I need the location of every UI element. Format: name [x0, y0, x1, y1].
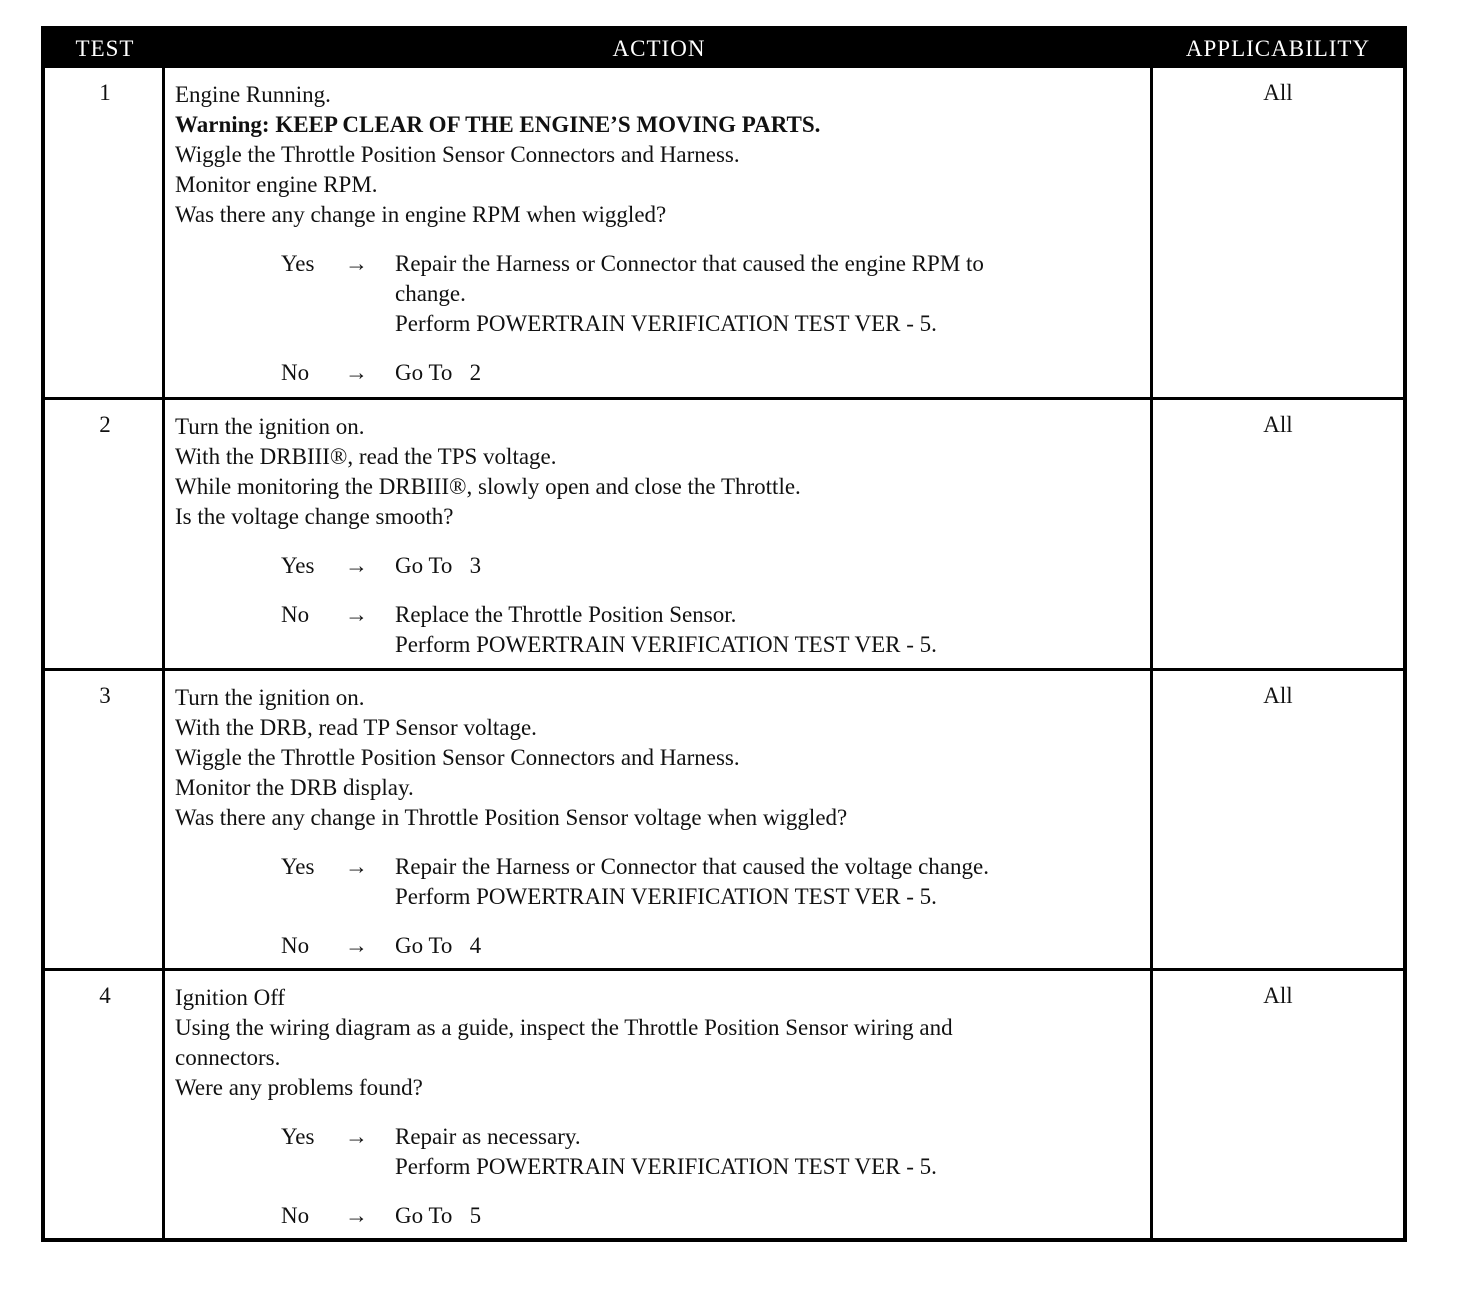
yes-branch: [175, 852, 1150, 912]
applicability-value: All: [1263, 80, 1293, 105]
arrow-icon: →: [345, 360, 368, 385]
no-branch: [175, 600, 1150, 660]
action-line: With the DRB, read TP Sensor voltage.: [175, 715, 537, 740]
no-branch: [175, 931, 1150, 961]
yes-branch: [175, 551, 1150, 581]
action-line: Wiggle the Throttle Position Sensor Connectors and Harness.: [175, 745, 740, 770]
action-cell: [175, 683, 1150, 961]
header-action: ACTION: [612, 36, 706, 61]
action-line: Was there any change in engine RPM when wiggled?: [175, 202, 667, 227]
arrow-icon: →: [345, 933, 368, 958]
action-line: Monitor the DRB display.: [175, 775, 414, 800]
yes-line: Perform POWERTRAIN VERIFICATION TEST VER - 5.: [395, 311, 937, 336]
action-line: Is the voltage change smooth?: [175, 504, 454, 529]
yes-branch: [175, 1122, 1150, 1182]
action-line: While monitoring the DRBIII®, slowly open and close the Throttle.: [175, 474, 801, 499]
action-line: Ignition Off: [175, 985, 286, 1010]
action-line: Using the wiring diagram as a guide, inspect the Throttle Position Sensor wiring and: [175, 1015, 953, 1040]
yes-label: Yes: [281, 553, 315, 578]
table-row: [45, 968, 1403, 1238]
applicability-value: All: [1263, 983, 1293, 1008]
arrow-icon: →: [345, 251, 368, 276]
arrow-icon: →: [345, 1124, 368, 1149]
no-line: Go To 2: [395, 360, 482, 385]
test-number: 1: [99, 80, 111, 105]
action-line: Wiggle the Throttle Position Sensor Connectors and Harness.: [175, 142, 740, 167]
action-line: With the DRBIII®, read the TPS voltage.: [175, 444, 557, 469]
action-cell: [175, 80, 1150, 388]
no-label: No: [281, 1203, 310, 1228]
yes-line: Repair as necessary.: [395, 1124, 581, 1149]
yes-line: Perform POWERTRAIN VERIFICATION TEST VER - 5.: [395, 1154, 937, 1179]
arrow-icon: →: [345, 1203, 368, 1228]
table-row: [45, 668, 1403, 969]
header-test: TEST: [75, 36, 135, 61]
action-line: Turn the ignition on.: [175, 685, 365, 710]
action-line: Turn the ignition on.: [175, 414, 365, 439]
arrow-icon: →: [345, 553, 368, 578]
action-cell: [175, 412, 1150, 660]
no-branch: [175, 358, 1150, 388]
no-branch: [175, 1201, 1150, 1231]
no-label: No: [281, 602, 310, 627]
header-applicability: APPLICABILITY: [1185, 36, 1371, 61]
yes-line: change.: [395, 281, 466, 306]
action-line: connectors.: [175, 1045, 281, 1070]
table-row: [45, 397, 1403, 670]
no-line: Go To 4: [395, 933, 482, 958]
yes-line: Repair the Harness or Connector that caused the voltage change.: [395, 854, 989, 879]
action-cell: [175, 983, 1150, 1231]
no-line: Replace the Throttle Position Sensor.: [395, 602, 737, 627]
no-label: No: [281, 360, 310, 385]
applicability-value: All: [1263, 683, 1293, 708]
yes-label: Yes: [281, 854, 315, 879]
action-line: Monitor engine RPM.: [175, 172, 378, 197]
test-number: 2: [99, 412, 111, 437]
action-line: Engine Running.: [175, 82, 331, 107]
table-row: [45, 68, 1403, 400]
yes-line: Perform POWERTRAIN VERIFICATION TEST VER - 5.: [395, 884, 937, 909]
yes-line: Go To 3: [395, 553, 482, 578]
yes-label: Yes: [281, 251, 315, 276]
yes-label: Yes: [281, 1124, 315, 1149]
warning-line: Warning: KEEP CLEAR OF THE ENGINE’S MOVING PARTS.: [175, 112, 821, 137]
applicability-value: All: [1263, 412, 1293, 437]
no-line: Perform POWERTRAIN VERIFICATION TEST VER - 5.: [395, 632, 937, 657]
no-line: Go To 5: [395, 1203, 482, 1228]
arrow-icon: →: [345, 602, 368, 627]
test-number: 3: [99, 683, 111, 708]
table-header: [45, 30, 1403, 68]
arrow-icon: →: [345, 854, 368, 879]
diagnostic-table: [41, 26, 1407, 1242]
action-line: Was there any change in Throttle Position Sensor voltage when wiggled?: [175, 805, 848, 830]
yes-branch: [175, 249, 1150, 339]
test-number: 4: [99, 983, 111, 1008]
action-line: Were any problems found?: [175, 1075, 423, 1100]
yes-line: Repair the Harness or Connector that caused the engine RPM to: [395, 251, 984, 276]
no-label: No: [281, 933, 310, 958]
